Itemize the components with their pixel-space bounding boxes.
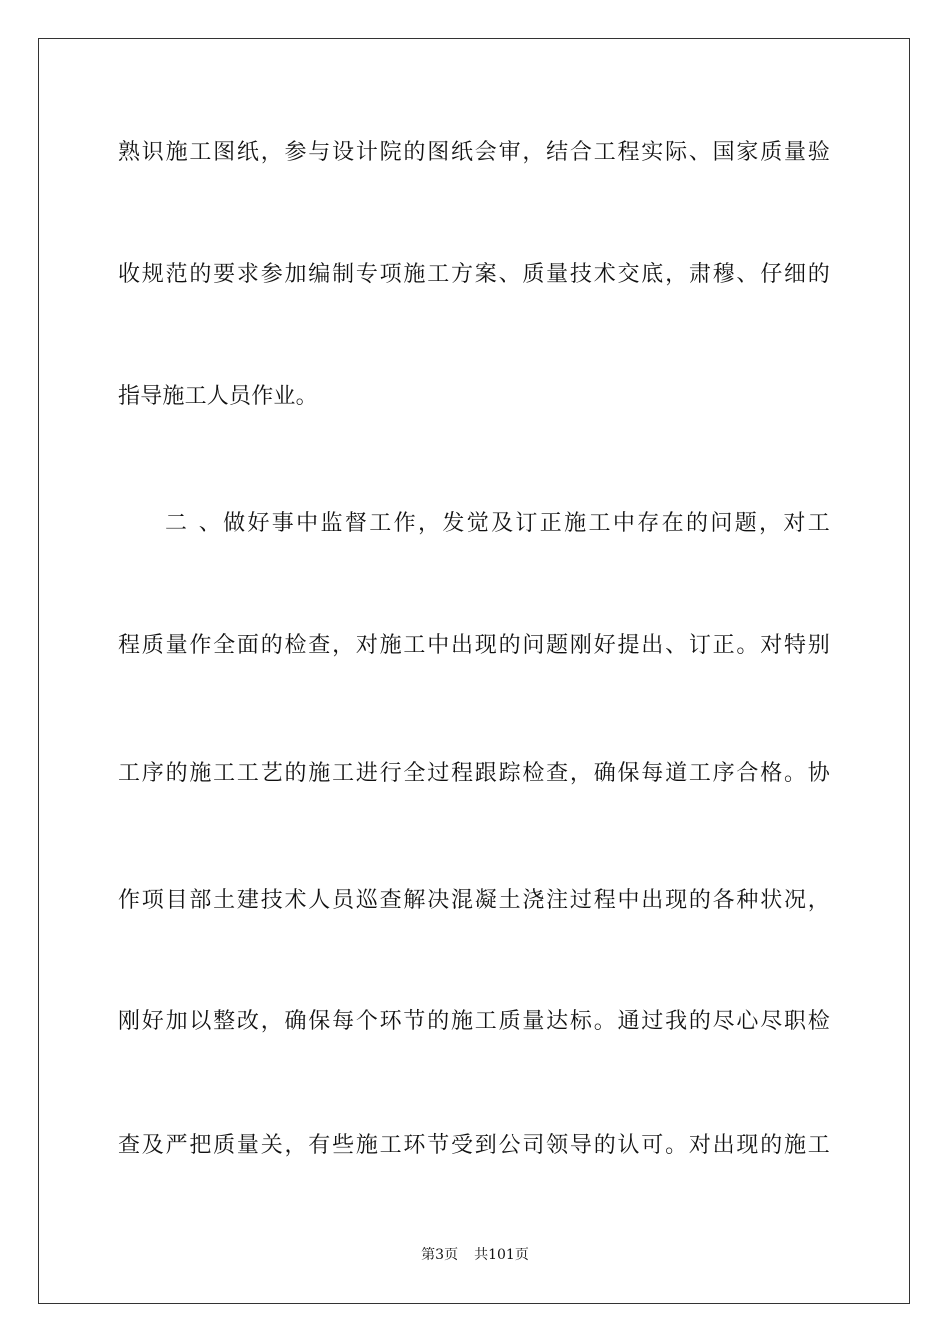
page-border: [38, 38, 910, 1304]
page-total: 共101页: [474, 1247, 529, 1263]
paragraph-2-line-6: 查及严把质量关，有些施工环节受到公司领导的认可。对出现的施工: [118, 1133, 830, 1158]
paragraph-2-line-2: 程质量作全面的检查，对施工中出现的问题刚好提出、订正。对特别: [118, 633, 830, 658]
page-number: 第3页: [421, 1247, 459, 1263]
paragraph-2-line-3: 工序的施工工艺的施工进行全过程跟踪检查，确保每道工序合格。协: [118, 761, 830, 786]
paragraph-2-line-5: 刚好加以整改，确保每个环节的施工质量达标。通过我的尽心尽职检: [118, 1009, 830, 1034]
paragraph-2-line-4: 作项目部土建技术人员巡查解决混凝土浇注过程中出现的各种状况，: [118, 888, 830, 913]
paragraph-2-line-1: 二 、做好事中监督工作，发觉及订正施工中存在的问题，对工: [165, 511, 830, 536]
page-footer: [0, 1246, 950, 1264]
paragraph-1-line-1: 熟识施工图纸，参与设计院的图纸会审，结合工程实际、国家质量验: [118, 140, 830, 165]
paragraph-1-line-3: 指导施工人员作业。: [118, 384, 318, 409]
paragraph-1-line-2: 收规范的要求参加编制专项施工方案、质量技术交底，肃穆、仔细的: [118, 262, 830, 287]
